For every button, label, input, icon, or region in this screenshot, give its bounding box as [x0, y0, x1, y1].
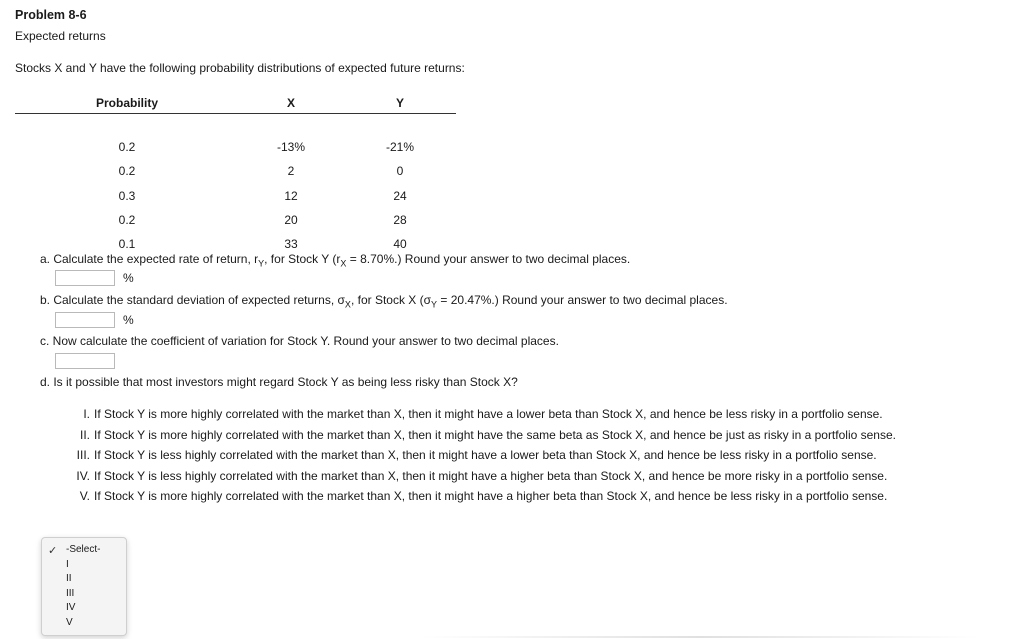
- table-row: [15, 163, 456, 203]
- option-text: If Stock Y is less highly correlated with the market than X, then it might have a higher beta than Stock X, and hence be more risky in a portfolio sense.: [94, 468, 888, 483]
- select-option-iii[interactable]: III: [66, 588, 75, 599]
- question-a-text-2: , for Stock Y (r: [264, 252, 341, 266]
- option-number: II.: [79, 427, 90, 442]
- divider-shadow: [420, 636, 980, 638]
- question-b: [40, 293, 728, 309]
- header-y: Y: [395, 96, 405, 110]
- question-a-sub-2: X: [340, 258, 347, 269]
- problem-subtitle: Expected returns: [15, 29, 106, 43]
- answer-a-input[interactable]: [55, 270, 115, 286]
- option-text: If Stock Y is more highly correlated with the market than X, then it might have a lower beta than Stock X, and hence be less risky in a portfolio sense.: [94, 407, 883, 421]
- checkmark-icon: ✓: [48, 545, 58, 557]
- cell-probability: 0.1: [118, 237, 136, 252]
- question-b-sub-2: Y: [431, 299, 438, 310]
- answer-a-unit: %: [123, 271, 134, 285]
- cell-probability: 0.2: [118, 164, 136, 179]
- cell-y: 28: [393, 212, 407, 227]
- returns-table: [15, 95, 456, 252]
- answer-b-input[interactable]: [55, 312, 115, 328]
- question-b-sub-1: X: [344, 299, 351, 310]
- table-row: [15, 114, 456, 154]
- intro-text: Stocks X and Y have the following probability distributions of expected future returns:: [15, 61, 465, 75]
- question-a-text-3: = 8.70%.) Round your answer to two decimal places.: [346, 252, 631, 266]
- select-option-placeholder[interactable]: -Select-: [66, 544, 101, 555]
- option-text: If Stock Y is more highly correlated with the market than X, then it might have the same beta as Stock X, and hence be just as risky in a portfolio sense.: [94, 427, 896, 442]
- option-number: I.: [83, 407, 90, 421]
- header-probability: Probability: [95, 96, 159, 110]
- option-number: III.: [76, 448, 90, 463]
- select-option-v[interactable]: V: [66, 617, 73, 628]
- option-number: IV.: [76, 468, 90, 483]
- cell-x: 2: [287, 164, 295, 179]
- question-b-text-3: = 20.47%.) Round your answer to two decimal places.: [437, 293, 728, 307]
- answer-c-input[interactable]: [55, 353, 115, 369]
- cell-y: 24: [393, 188, 407, 203]
- option-text: If Stock Y is more highly correlated with the market than X, then it might have a higher beta than Stock X, and hence be less risky in a portfolio sense.: [94, 489, 888, 504]
- table-row: [15, 211, 456, 252]
- cell-x: -13%: [276, 140, 306, 154]
- question-b-text-1: b. Calculate the standard deviation of expected returns, σ: [40, 293, 345, 307]
- select-option-i[interactable]: I: [66, 559, 69, 570]
- table-row: [15, 187, 456, 227]
- table-header: [15, 95, 456, 114]
- question-c: c. Now calculate the coefficient of variation for Stock Y. Round your answer to two decimal places.: [40, 334, 559, 348]
- question-a-text-1: a. Calculate the expected rate of return, r: [40, 252, 259, 266]
- question-b-text-2: , for Stock X (σ: [350, 293, 432, 307]
- cell-y: 0: [396, 164, 404, 179]
- question-a-sub-1: Y: [258, 258, 265, 269]
- answer-d-select-dropdown[interactable]: [41, 537, 127, 636]
- select-option-ii[interactable]: II: [66, 573, 72, 584]
- cell-y: 40: [393, 237, 407, 252]
- cell-x: 20: [284, 212, 298, 227]
- option-text: If Stock Y is less highly correlated with the market than X, then it might have a lower beta than Stock X, and hence be less risky in a portfolio sense.: [94, 448, 877, 463]
- cell-probability: 0.2: [118, 140, 136, 154]
- answer-b-unit: %: [123, 313, 134, 327]
- header-x: X: [286, 96, 296, 110]
- cell-x: 12: [284, 188, 298, 203]
- select-option-iv[interactable]: IV: [66, 602, 76, 613]
- cell-probability: 0.3: [118, 188, 136, 203]
- question-d: d. Is it possible that most investors might regard Stock Y as being less risky than Stock X?: [40, 375, 518, 389]
- cell-y: -21%: [385, 140, 415, 154]
- cell-x: 33: [284, 237, 298, 252]
- cell-probability: 0.2: [118, 212, 136, 227]
- question-a: [40, 252, 630, 268]
- table-row: [15, 138, 456, 179]
- option-number: V.: [79, 489, 90, 504]
- problem-title: Problem 8-6: [15, 8, 87, 22]
